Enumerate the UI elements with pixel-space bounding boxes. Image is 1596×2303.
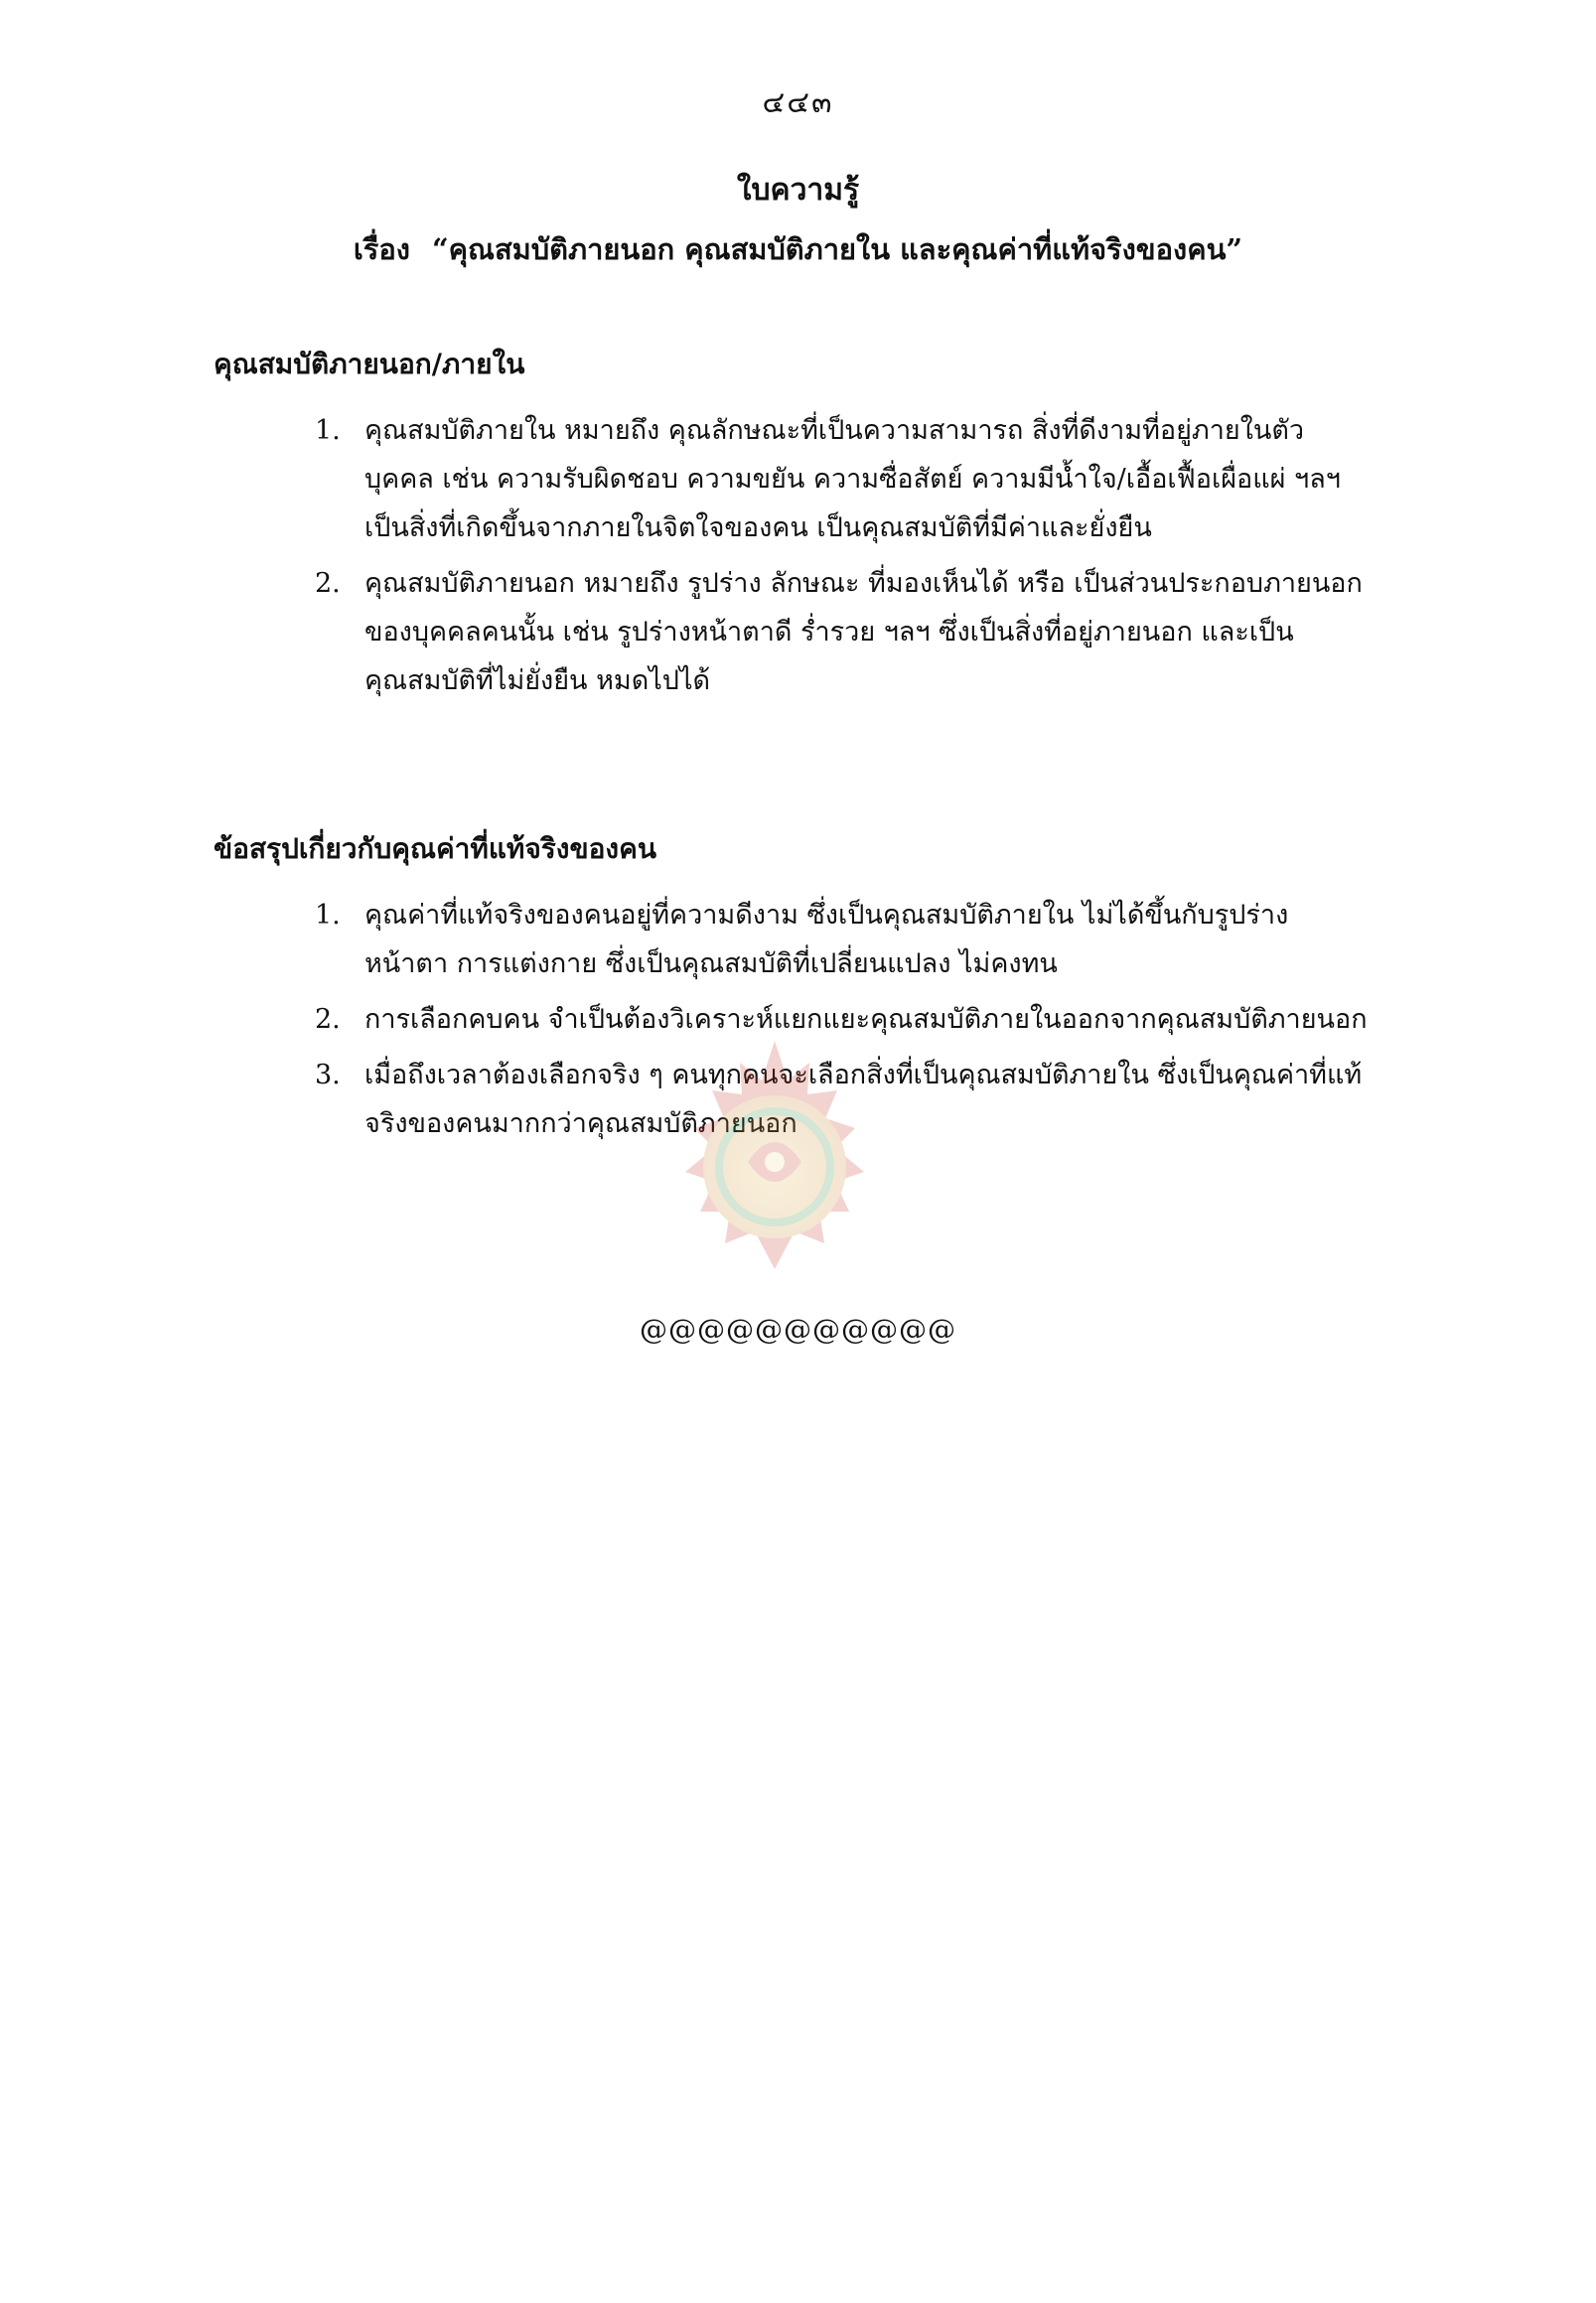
list-item-text: คุณค่าที่แท้จริงของคนอยู่ที่ความดีงาม ซึ่งเป็นคุณสมบัติภายใน ไม่ได้ขึ้นกับรูปร่างหน้าตา การแต่งกาย ซึ่งเป็นคุณสมบัติที่เปลี่ยนแปลง ไม่คงทน bbox=[364, 900, 1289, 979]
list-item-text: คุณสมบัติภายนอก หมายถึง รูปร่าง ลักษณะ ที่มองเห็นได้ หรือ เป็นส่วนประกอบภายนอกของบุคคลคนนั้น เช่น รูปร่างหน้าตาดี ร่ำรวย ฯลฯ ซึ่งเป็นสิ่งที่อยู่ภายนอก และเป็นคุณสมบัติที่ไม่ยั่งยืน หมดไปได้ bbox=[364, 568, 1363, 696]
list-item-text: การเลือกคบคน จำเป็นต้องวิเคราะห์แยกแยะคุณสมบัติภายในออกจากคุณสมบัติภายนอก bbox=[364, 1004, 1368, 1035]
list-item bbox=[214, 995, 1385, 1044]
section-heading: ข้อสรุปเกี่ยวกับคุณค่าที่แท้จริงของคน bbox=[214, 832, 656, 865]
list-item-text: เมื่อถึงเวลาต้องเลือกจริง ๆ คนทุกคนจะเลือกสิ่งที่เป็นคุณสมบัติภายใน ซึ่งเป็นคุณค่าที่แท้จริงของคนมากกว่าคุณสมบัติภายนอก bbox=[364, 1060, 1363, 1139]
page-number: ๔๔๓ bbox=[762, 85, 834, 120]
list-item-number: 1. bbox=[315, 415, 341, 446]
list-item bbox=[214, 559, 1385, 705]
section-conclusion bbox=[214, 827, 1385, 1155]
list-item-number: 2. bbox=[315, 568, 341, 599]
list-item bbox=[214, 406, 1385, 552]
section-heading: คุณสมบัติภายนอก/ภายใน bbox=[214, 348, 525, 380]
end-mark: @@@@@@@@@@@ bbox=[640, 1313, 956, 1346]
list-item bbox=[214, 1051, 1385, 1148]
subject-label: เรื่อง bbox=[353, 232, 410, 266]
section-outer-inner-qualities bbox=[214, 343, 1385, 712]
subject-text: “คุณสมบัติภายนอก คุณสมบัติภายใน และคุณค่าที่แท้จริงของคน” bbox=[431, 232, 1243, 266]
list-item-number: 1. bbox=[315, 900, 341, 931]
list-item-text: คุณสมบัติภายใน หมายถึง คุณลักษณะที่เป็นความสามารถ สิ่งที่ดีงามที่อยู่ภายในตัวบุคคล เช่น ความรับผิดชอบ ความขยัน ความซื่อสัตย์ ความมีน้ำใจ/เอื้อเฟื้อเผื่อแผ่ ฯลฯ เป็นสิ่งที่เกิดขึ้นจากภายในจิตใจของคน เป็นคุณสมบัติที่มีค่าและยั่งยืน bbox=[364, 415, 1341, 543]
document-subject bbox=[0, 226, 1596, 272]
list-item-number: 2. bbox=[315, 1004, 341, 1035]
document-title: ใบความรู้ bbox=[736, 173, 860, 208]
list-item bbox=[214, 891, 1385, 988]
list-item-number: 3. bbox=[315, 1060, 341, 1090]
